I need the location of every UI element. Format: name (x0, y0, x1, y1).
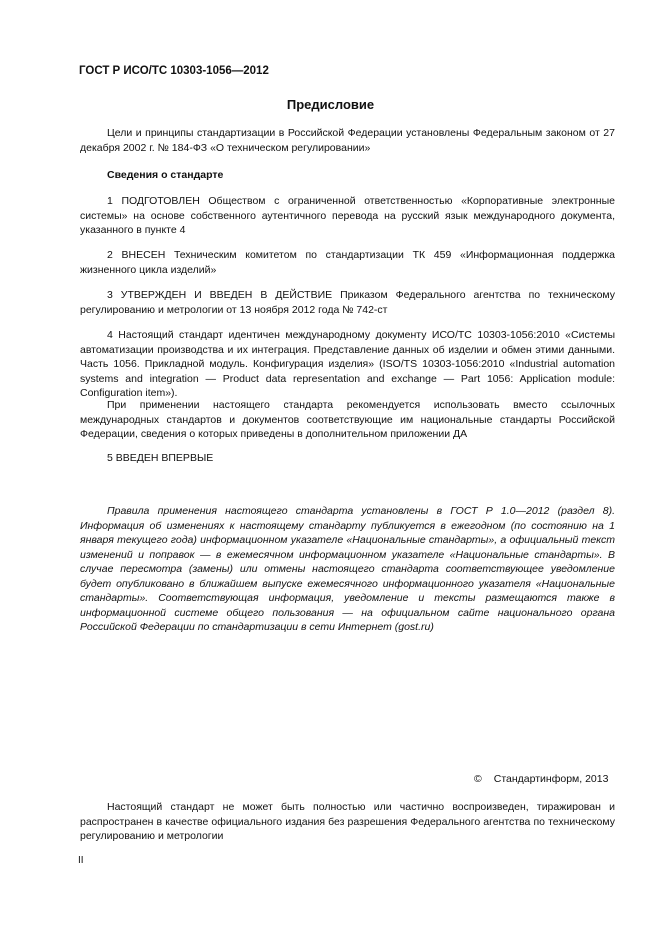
item-2-text: 2 ВНЕСЕН Техническим комитетом по стандартизации ТК 459 «Информационная поддержка жизненного цикла изделий» (80, 249, 615, 276)
item-4-text: 4 Настоящий стандарт идентичен международному документу ИСО/ТС 10303-1056:2010 «Системы автоматизации производства и их интеграция. Представление данных об изделии и обмен этими данными. Часть 1056. Прикладной модуль. Конфигурация изделия» (ISO/TS 10303-1056:2010 «Industrial automation systems and integration — Product data representation and exchange — Part 1056: Application module: Configuration item»). (80, 329, 615, 399)
item-4-note-text: При применении настоящего стандарта рекомендуется использовать вместо ссылочных международных стандартов и документов соответствующие им национальные стандарты Российской Федерации, сведения о которых приведены в дополнительном приложении ДА (80, 399, 615, 440)
copyright-symbol: © (474, 773, 482, 785)
item-5 (80, 451, 615, 466)
item-3-text: 3 УТВЕРЖДЕН И ВВЕДЕН В ДЕЙСТВИЕ Приказом Федерального агентства по техническому регулированию и метрологии от 13 ноября 2012 года № 742-ст (80, 289, 615, 316)
intro-text: Цели и принципы стандартизации в Российской Федерации установлены Федеральным законом от 27 декабря 2002 г. № 184-ФЗ «О техническом регулировании» (80, 127, 615, 154)
page-number: II (78, 855, 84, 866)
copyright-holder: Стандартинформ, 2013 (493, 773, 609, 785)
item-3 (80, 288, 615, 317)
item-5-text: 5 ВВЕДЕН ВПЕРВЫЕ (107, 452, 214, 464)
item-1 (80, 194, 615, 238)
info-heading: Сведения о стандарте (107, 169, 224, 181)
page-title: Предисловие (286, 97, 375, 112)
rules-notice (80, 504, 615, 635)
rules-notice-text: Правила применения настоящего стандарта установлены в ГОСТ Р 1.0—2012 (раздел 8). Информация об изменениях к настоящему стандарту публикуется в ежегодном (по состоянию на 1 января текущего года) информационном указателе «Национальные стандарты», а официальный текст изменений и поправок — в ежемесячном информационном указателе «Национальные стандарты». В случае пересмотра (замены) или отмены настоящего стандарта соответствующее уведомление будет опубликовано в ближайшем выпуске ежемесячного информационного указателя «Национальные стандарты». Соответствующая информация, уведомление и тексты размещаются также в информационной системе общего пользования — на официальном сайте национального органа Российской Федерации по стандартизации в сети Интернет (gost.ru) (80, 505, 615, 633)
reproduction-notice (80, 800, 615, 844)
intro-paragraph (80, 126, 615, 155)
item-1-text: 1 ПОДГОТОВЛЕН Обществом с ограниченной ответственностью «Корпоративные электронные системы» на основе собственного аутентичного перевода на русский язык международного документа, указанного в пункте 4 (80, 195, 615, 236)
document-code: ГОСТ Р ИСО/ТС 10303-1056—2012 (79, 65, 269, 77)
copyright (474, 773, 608, 785)
item-4 (80, 328, 615, 401)
reproduction-notice-text: Настоящий стандарт не может быть полностью или частично воспроизведен, тиражирован и распространен в качестве официального издания без разрешения Федерального агентства по техническому регулированию и метрологии (80, 801, 615, 842)
item-4-note (80, 398, 615, 442)
item-2 (80, 248, 615, 277)
